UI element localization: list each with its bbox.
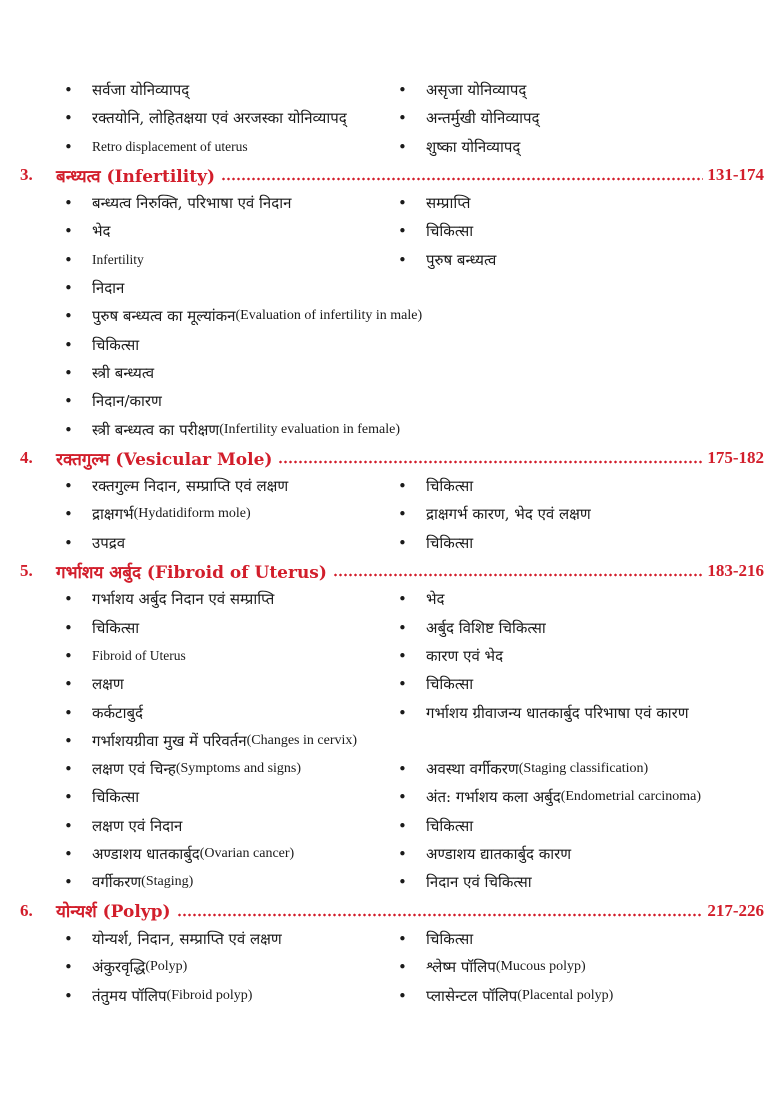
entry-text: Fibroid of Uterus: [92, 647, 186, 663]
entry-english-gloss: (Ovarian cancer): [199, 846, 295, 862]
dot-leader: [278, 460, 703, 464]
bullet-icon: •: [64, 590, 73, 609]
entry-english-gloss: (Endometrial carcinoma): [560, 789, 702, 805]
toc-entry: [398, 585, 770, 613]
section-heading[interactable]: [0, 897, 780, 925]
toc-entry: [64, 614, 394, 642]
bullet-icon: •: [398, 986, 407, 1005]
toc-entry: [398, 982, 770, 1010]
entry-text: लक्षण: [92, 675, 124, 694]
toc-entry: [398, 840, 770, 868]
toc-entry: [64, 982, 394, 1010]
toc-row: [0, 840, 780, 868]
entry-text: अन्तर्मुखी योनिव्यापद्: [426, 109, 540, 128]
section-title: रक्तगुल्म (Vesicular Mole): [56, 449, 273, 470]
entry-text: चिकित्सा: [426, 533, 474, 552]
entry-text: अण्डाशय धातकार्बुद: [92, 845, 200, 864]
toc-entry: [398, 104, 770, 132]
toc-row: [0, 699, 780, 727]
toc-entry: [64, 783, 394, 811]
toc-entry: [64, 642, 394, 670]
bullet-icon: •: [398, 137, 407, 156]
bullet-icon: •: [64, 816, 73, 835]
toc-entry: [64, 727, 394, 755]
toc-entry: [64, 585, 394, 613]
toc-entry: [398, 529, 770, 557]
entry-text: बन्ध्यत्व निरुक्ति, परिभाषा एवं निदान: [92, 194, 292, 213]
entry-text: श्लेष्म पॉलिप: [426, 958, 496, 977]
bullet-icon: •: [64, 873, 73, 892]
section-heading[interactable]: [0, 161, 780, 189]
section-number: 6.: [20, 900, 33, 920]
toc-entry: [64, 359, 394, 387]
bullet-icon: •: [398, 109, 407, 128]
entry-text: चिकित्सा: [92, 335, 140, 354]
toc-row: [0, 217, 780, 245]
toc-row: [0, 302, 780, 330]
toc-entry: [398, 755, 770, 783]
entry-text: गर्भाशयग्रीवा मुख में परिवर्तन: [92, 731, 247, 750]
toc-entry: [64, 217, 394, 245]
entry-english-gloss: (Placental polyp): [517, 987, 614, 1003]
bullet-icon: •: [398, 618, 407, 637]
toc-entry: [398, 953, 770, 981]
entry-text: चिकित्सा: [426, 222, 474, 241]
entry-text: चिकित्सा: [92, 618, 140, 637]
toc-entry: [64, 529, 394, 557]
toc-entry: [398, 189, 770, 217]
toc-entry: [398, 925, 770, 953]
toc-entry: [64, 812, 394, 840]
entry-text: द्राक्षगर्भ: [92, 505, 134, 524]
toc-entry: [398, 614, 770, 642]
bullet-icon: •: [64, 477, 73, 496]
bullet-icon: •: [64, 307, 73, 326]
entry-english-gloss: (Polyp): [145, 959, 188, 975]
bullet-icon: •: [64, 646, 73, 665]
bullet-icon: •: [64, 703, 73, 722]
entry-text: अंकुरवृद्धि: [92, 958, 146, 977]
entry-text: गर्भाशय अर्बुद निदान एवं सम्प्राप्ति: [92, 590, 275, 609]
toc-entry: [64, 699, 394, 727]
entry-text: कर्कटाबुर्द: [92, 703, 144, 722]
entry-text: तंतुमय पॉलिप: [92, 986, 167, 1005]
entry-text: अवस्था वर्गीकरण: [426, 760, 519, 779]
dot-leader: [221, 177, 703, 181]
toc-entry: [64, 840, 394, 868]
entry-text: भेद: [426, 590, 445, 609]
entry-text: अर्बुद विशिष्ट चिकित्सा: [426, 618, 546, 637]
entry-text: रक्तयोनि, लोहितक्षया एवं अरजस्का योनिव्यापद्: [92, 109, 347, 128]
bullet-icon: •: [398, 760, 407, 779]
dot-leader: [177, 913, 703, 917]
toc-row: [0, 331, 780, 359]
entry-text: पुरुष बन्ध्यत्व: [426, 250, 497, 269]
section-page-range: 131-174: [707, 165, 764, 185]
bullet-icon: •: [64, 929, 73, 948]
entry-text: चिकित्सा: [426, 929, 474, 948]
toc-entry: [64, 189, 394, 217]
toc-row: [0, 472, 780, 500]
bullet-icon: •: [64, 760, 73, 779]
bullet-icon: •: [398, 646, 407, 665]
bullet-icon: •: [398, 788, 407, 807]
entry-english-gloss: (Staging): [141, 874, 194, 890]
section-heading[interactable]: [0, 444, 780, 472]
toc-row: [0, 246, 780, 274]
entry-text: लक्षण एवं चिन्ह: [92, 760, 176, 779]
section-title: गर्भाशय अर्बुद (Fibroid of Uterus): [56, 562, 327, 583]
entry-english-gloss: (Evaluation of infertility in male): [235, 308, 423, 324]
toc-entry: [398, 670, 770, 698]
entry-text: चिकित्सा: [426, 675, 474, 694]
bullet-icon: •: [398, 958, 407, 977]
toc-entry: [64, 331, 394, 359]
toc-entry: [64, 76, 394, 104]
bullet-icon: •: [64, 986, 73, 1005]
bullet-icon: •: [398, 194, 407, 213]
toc-entry: [64, 104, 394, 132]
toc-entry: [64, 302, 423, 330]
entry-text: चिकित्सा: [92, 788, 140, 807]
toc-entry: [64, 133, 394, 161]
entry-english-gloss: (Symptoms and signs): [175, 761, 302, 777]
section-number: 3.: [20, 165, 33, 185]
toc-entry: [398, 76, 770, 104]
section-page-range: 183-216: [707, 561, 764, 581]
toc-row: [0, 783, 780, 811]
section-page-range: 175-182: [707, 448, 764, 467]
entry-text: निदान: [92, 279, 125, 298]
entry-english-gloss: (Fibroid polyp): [166, 987, 253, 1003]
bullet-icon: •: [64, 335, 73, 354]
toc-entry: [398, 246, 770, 274]
section-number: 4.: [20, 448, 33, 467]
bullet-icon: •: [64, 618, 73, 637]
toc-entry: [64, 868, 394, 896]
toc-row: [0, 812, 780, 840]
table-of-contents: [0, 76, 780, 1010]
toc-entry: [64, 274, 394, 302]
bullet-icon: •: [64, 222, 73, 241]
toc-entry: [398, 642, 770, 670]
bullet-icon: •: [64, 279, 73, 298]
entry-english-gloss: (Infertility evaluation in female): [219, 421, 400, 437]
entry-english-gloss: (Hydatidiform mole): [133, 506, 251, 522]
toc-entry: [398, 868, 770, 896]
section-number: 5.: [20, 561, 33, 581]
toc-entry: [64, 500, 394, 528]
bullet-icon: •: [398, 81, 407, 99]
bullet-icon: •: [398, 477, 407, 496]
section-page-range: 217-226: [707, 900, 764, 920]
entry-text: चिकित्सा: [426, 816, 474, 835]
section-heading[interactable]: [0, 557, 780, 585]
entry-text: सम्प्राप्ति: [426, 194, 471, 213]
toc-row: [0, 925, 780, 953]
toc-entry: [398, 812, 770, 840]
toc-entry: [64, 925, 394, 953]
toc-entry: [64, 246, 394, 274]
toc-row: [0, 274, 780, 302]
bullet-icon: •: [64, 533, 73, 552]
section-title: योन्यर्श (Polyp): [56, 902, 171, 923]
entry-text: अण्डाशय द्यातकार्बुद कारण: [426, 845, 572, 864]
bullet-icon: •: [64, 505, 73, 524]
toc-row: [0, 416, 780, 444]
entry-text: कारण एवं भेद: [426, 646, 504, 665]
toc-entry: [64, 416, 400, 444]
bullet-icon: •: [64, 363, 73, 382]
entry-text: Retro displacement of uterus: [92, 138, 248, 154]
bullet-icon: •: [64, 788, 73, 807]
bullet-icon: •: [398, 845, 407, 864]
bullet-icon: •: [64, 731, 73, 750]
bullet-icon: •: [64, 392, 73, 411]
bullet-icon: •: [398, 533, 407, 552]
toc-row: [0, 982, 780, 1010]
bullet-icon: •: [64, 675, 73, 694]
toc-row: [0, 529, 780, 557]
toc-row: [0, 500, 780, 528]
toc-row: [0, 104, 780, 132]
toc-row: [0, 755, 780, 783]
entry-english-gloss: (Changes in cervix): [246, 732, 358, 748]
toc-row: [0, 614, 780, 642]
entry-text: गर्भाशय ग्रीवाजन्य धातकार्बुद परिभाषा एवं कारण: [426, 703, 689, 722]
entry-text: स्त्री बन्ध्यत्व का परीक्षण: [92, 420, 220, 439]
toc-row: [0, 189, 780, 217]
bullet-icon: •: [64, 250, 73, 269]
toc-row: [0, 359, 780, 387]
entry-text: उपद्रव: [92, 533, 126, 552]
entry-text: लक्षण एवं निदान: [92, 816, 183, 835]
toc-row: [0, 642, 780, 670]
bullet-icon: •: [398, 222, 407, 241]
bullet-icon: •: [398, 929, 407, 948]
toc-row: [0, 76, 780, 104]
entry-text: वर्गीकरण: [92, 873, 142, 892]
entry-text: प्लासेन्टल पॉलिप: [426, 986, 518, 1005]
bullet-icon: •: [398, 590, 407, 609]
toc-entry: [64, 387, 394, 415]
toc-entry: [398, 500, 770, 528]
bullet-icon: •: [64, 420, 73, 439]
toc-entry: [64, 755, 394, 783]
bullet-icon: •: [398, 816, 407, 835]
toc-row: [0, 868, 780, 896]
entry-text: स्त्री बन्ध्यत्व: [92, 363, 155, 382]
bullet-icon: •: [64, 81, 73, 99]
toc-row: [0, 953, 780, 981]
bullet-icon: •: [398, 505, 407, 524]
entry-text: अंत: गर्भाशय कला अर्बुद: [426, 788, 561, 807]
toc-entry: [398, 472, 770, 500]
entry-text: असृजा योनिव्यापद्: [426, 81, 527, 99]
bullet-icon: •: [398, 675, 407, 694]
toc-entry: [398, 699, 770, 727]
entry-english-gloss: (Mucous polyp): [495, 959, 586, 975]
toc-entry: [398, 783, 770, 811]
entry-text: शुष्का योनिव्यापद्: [426, 137, 521, 156]
entry-text: योन्यर्श, निदान, सम्प्राप्ति एवं लक्षण: [92, 929, 282, 948]
entry-text: निदान/कारण: [92, 392, 162, 411]
entry-text: चिकित्सा: [426, 477, 474, 496]
bullet-icon: •: [398, 873, 407, 892]
section-title: बन्ध्यत्व (Infertility): [56, 166, 215, 187]
bullet-icon: •: [64, 137, 73, 156]
toc-row: [0, 133, 780, 161]
entry-text: रक्तगुल्म निदान, सम्प्राप्ति एवं लक्षण: [92, 477, 289, 496]
bullet-icon: •: [398, 250, 407, 269]
bullet-icon: •: [64, 958, 73, 977]
entry-text: सर्वजा योनिव्यापद्: [92, 81, 190, 99]
toc-entry: [64, 670, 394, 698]
toc-row: [0, 585, 780, 613]
toc-entry: [398, 217, 770, 245]
toc-entry: [64, 953, 394, 981]
entry-text: Infertility: [92, 251, 144, 267]
bullet-icon: •: [64, 845, 73, 864]
entry-english-gloss: (Staging classification): [518, 761, 649, 777]
toc-row: [0, 387, 780, 415]
bullet-icon: •: [64, 194, 73, 213]
toc-row: [0, 670, 780, 698]
entry-text: पुरुष बन्ध्यत्व का मूल्यांकन: [92, 307, 236, 326]
toc-entry: [64, 472, 394, 500]
bullet-icon: •: [398, 703, 407, 722]
entry-text: द्राक्षगर्भ कारण, भेद एवं लक्षण: [426, 505, 591, 524]
dot-leader: [333, 573, 703, 577]
entry-text: भेद: [92, 222, 111, 241]
entry-text: निदान एवं चिकित्सा: [426, 873, 532, 892]
toc-entry: [398, 133, 770, 161]
bullet-icon: •: [64, 109, 73, 128]
toc-row: [0, 727, 780, 755]
